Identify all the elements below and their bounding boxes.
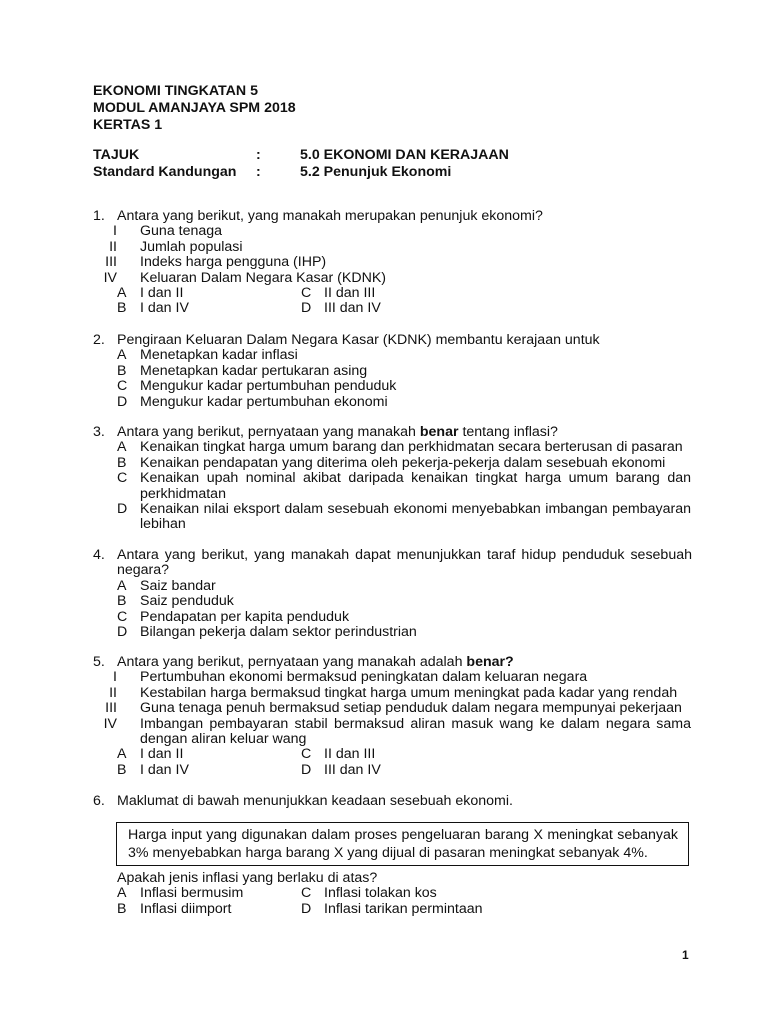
topic-row (93, 147, 693, 164)
answer-option: D Bilangan pekerja dalam sektor perindustrian (117, 623, 417, 640)
question-number: 1. (93, 208, 105, 224)
question-stem: Maklumat di bawah menunjukkan keadaan sesebuah ekonomi. (117, 793, 513, 809)
answer-row: B I dan IV D III dan IV (117, 761, 381, 778)
header-paper: KERTAS 1 (93, 117, 163, 133)
answer-option: B Menetapkan kadar pertukaran asing (117, 362, 368, 379)
page-number: 1 (682, 948, 689, 962)
answer-option: C Mengukur kadar pertumbuhan penduduk (117, 378, 397, 395)
question-6 (93, 794, 693, 809)
roman-item: III Indeks harga pengguna (IHP) (105, 254, 327, 271)
answer-option: A Menetapkan kadar inflasi (117, 347, 298, 364)
answer-option: B Kenaikan pendapatan yang diterima oleh pekerja-pekerja dalam sesebuah ekonomi (117, 454, 666, 471)
question-number: 2. (93, 332, 105, 348)
standard-label: Standard Kandungan (93, 164, 237, 180)
question-stem: Antara yang berikut, pernyataan yang manakah adalah benar? (117, 654, 514, 670)
answer-option: B Saiz penduduk (117, 593, 234, 610)
roman-item: IV Imbangan pembayaran stabil bermaksud aliran masuk wang ke dalam negara sama (103, 715, 691, 732)
question-1 (93, 209, 693, 317)
question-4: 4. Antara yang berikut, yang manakah dapat menunjukkan taraf hidup penduduk sesebuah negara? A Saiz bandar B Saiz penduduk C Pendapatan per kapita penduduk D Bilangan pekerja dalam sektor perindustrian (93, 547, 692, 640)
option-a-letter: A (117, 284, 127, 301)
option-b-text: I dan IV (140, 300, 189, 317)
option-c-text: II dan III (324, 284, 376, 301)
question-5: 5. Antara yang berikut, pernyataan yang manakah adalah benar? I Pertumbuhan ekonomi bermaksud peningkatan dalam keluaran negara II Kestabilan harga bermaksud tingkat harga umum meningkat pada kadar yang rendah III Guna tenaga penuh bermaksud setiap penduduk dalam negara mempunyai pekerjaan IV Imbangan pembayaran stabil bermaksud aliran masuk wang ke dalam negara sama dengan aliran keluar wang A I dan II C II dan III B I dan IV D III dan IV (93, 654, 691, 778)
emphasis-text: benar? (466, 654, 514, 670)
roman-item: II Jumlah populasi (109, 238, 243, 255)
emphasis-text: benar (419, 424, 459, 440)
document-header (93, 83, 296, 134)
question-number: 6. (93, 793, 105, 809)
roman-item: III Guna tenaga penuh bermaksud setiap penduduk dalam negara mempunyai pekerjaan (105, 700, 682, 717)
answer-option: C Pendapatan per kapita penduduk (117, 608, 350, 625)
question-number: 4. (93, 547, 105, 563)
topic-value: 5.0 EKONOMI DAN KERAJAAN (300, 147, 509, 163)
answer-row: B Inflasi diimport D Inflasi tarikan permintaan (117, 900, 483, 917)
info-box-line: Harga input yang digunakan dalam proses pengeluaran barang X meningkat sebanyak (128, 827, 678, 843)
answer-option: A Saiz bandar (117, 577, 216, 594)
question-number: 5. (93, 654, 105, 670)
header-subject: EKONOMI TINGKATAN 5 (93, 83, 258, 99)
answer-row (93, 286, 693, 301)
answer-row: A Inflasi bermusim C Inflasi tolakan kos (117, 885, 437, 902)
option-c-letter: C (301, 284, 312, 301)
standard-row (93, 164, 693, 181)
option-b-letter: B (117, 300, 127, 317)
question-stem: Antara yang berikut, yang manakah dapat menunjukkan taraf hidup penduduk sesebuah (117, 547, 692, 563)
roman-item: IV Keluaran Dalam Negara Kasar (KDNK) (103, 269, 387, 286)
roman-item: I Pertumbuhan ekonomi bermaksud peningkatan dalam keluaran negara (113, 669, 588, 686)
topic-info (93, 147, 693, 181)
standard-colon: : (256, 164, 261, 180)
question-6-options (93, 871, 693, 917)
question-stem: Antara yang berikut, pernyataan yang manakah benar tentang inflasi? (117, 424, 558, 440)
roman-item: I Guna tenaga (113, 223, 223, 240)
question-stem: Pengiraan Keluaran Dalam Negara Kasar (KDNK) membantu kerajaan untuk (117, 332, 600, 348)
option-a-text: I dan II (140, 284, 184, 301)
answer-row: A I dan II C II dan III (117, 746, 376, 763)
answer-option: C Kenaikan upah nominal akibat daripada kenaikan tingkat harga umum barang dan (117, 470, 691, 487)
header-module: MODUL AMANJAYA SPM 2018 (93, 100, 296, 116)
question-2 (93, 333, 693, 410)
topic-colon: : (256, 147, 261, 163)
answer-option: D Kenaikan nilai eksport dalam sesebuah ekonomi menyebabkan imbangan pembayaran (117, 500, 691, 517)
answer-option: D Mengukur kadar pertumbuhan ekonomi (117, 393, 388, 410)
option-d-letter: D (301, 300, 312, 317)
info-box-line: 3% menyebabkan harga barang X yang dijual di pasaran meningkat sebanyak 4%. (128, 845, 648, 861)
option-d-text: III dan IV (324, 300, 381, 317)
roman-item: II Kestabilan harga bermaksud tingkat harga umum meningkat pada kadar yang rendah (109, 684, 678, 701)
question-number: 3. (93, 424, 105, 440)
topic-label: TAJUK (93, 147, 140, 163)
question-prompt: Apakah jenis inflasi yang berlaku di atas? (117, 870, 378, 886)
answer-option: A Kenaikan tingkat harga umum barang dan perkhidmatan secara berterusan di pasaran (117, 439, 683, 456)
standard-value: 5.2 Penunjuk Ekonomi (300, 164, 452, 180)
question-stem: Antara yang berikut, yang manakah merupakan penunjuk ekonomi? (117, 208, 543, 224)
info-box (116, 822, 689, 866)
question-3: 3. Antara yang berikut, pernyataan yang manakah benar tentang inflasi? A Kenaikan tingkat harga umum barang dan perkhidmatan secara berterusan di pasaran B Kenaikan pendapatan yang diterima oleh pekerja-pekerja dalam sesebuah ekonomi C Kenaikan upah nominal akibat daripada kenaikan tingkat harga umum barang dan perkhidmatan D Kenaikan nilai eksport dalam sesebuah ekonomi menyebabkan imbangan pembayaran lebihan (93, 424, 691, 533)
answer-row (93, 301, 693, 316)
